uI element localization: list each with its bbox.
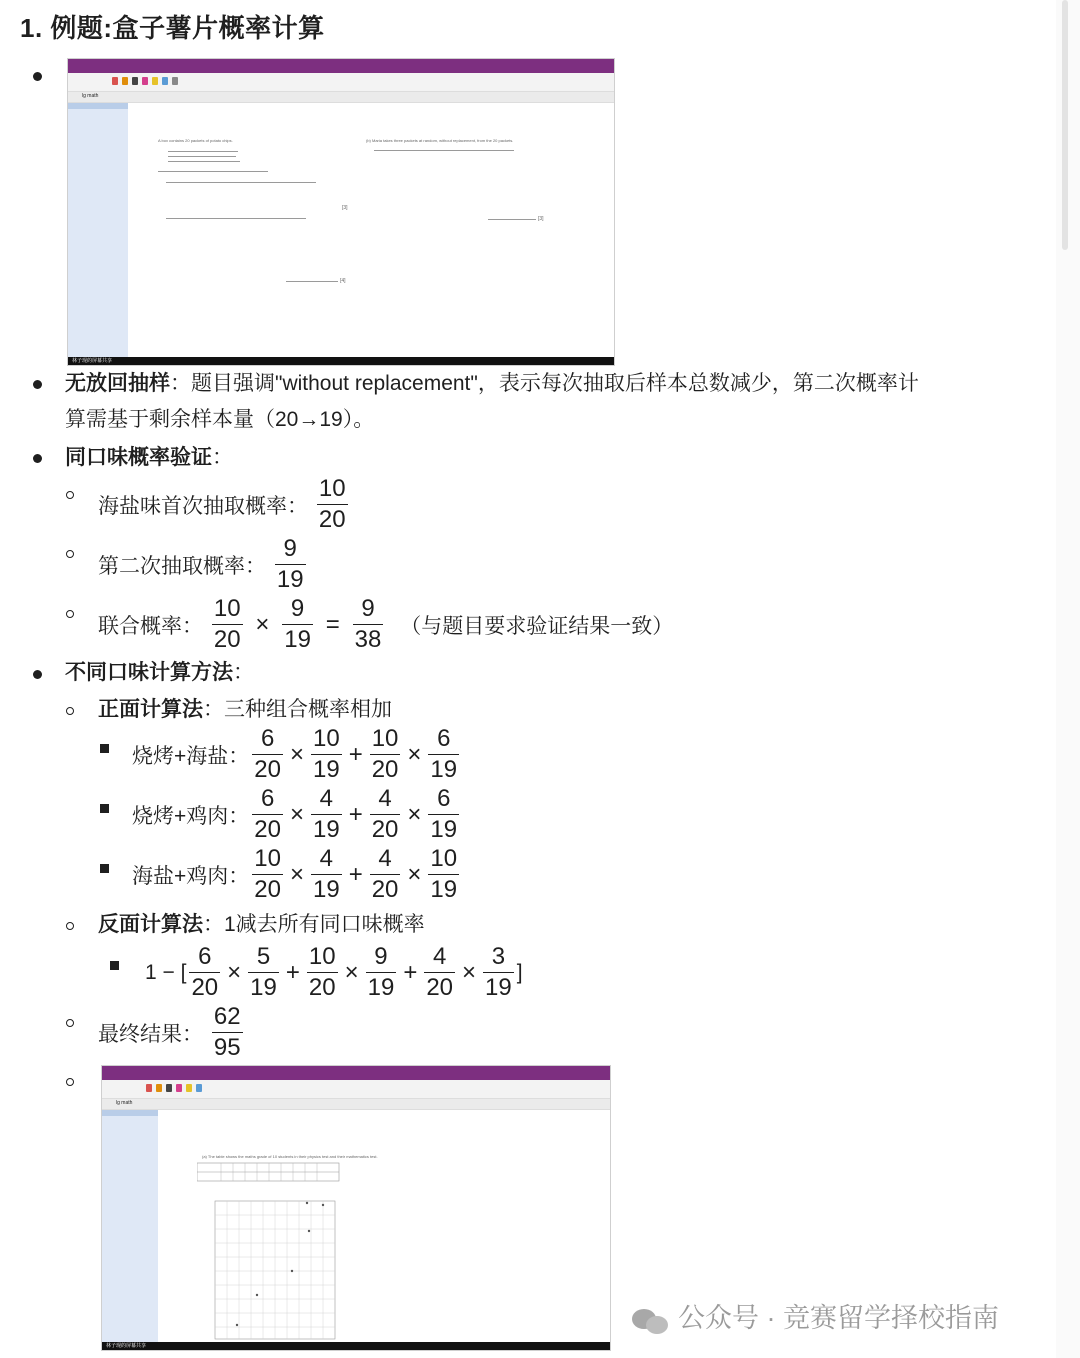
first-draw-probability [98,474,351,535]
watermark [632,1296,999,1335]
screenshot-ribbon [68,73,614,92]
complement-suffix: ] [516,960,523,984]
screenshot-titlebar [68,59,614,73]
fraction: $\frac{4}{19}$ [312,785,340,843]
times-sign: × [289,860,304,888]
plus-sign: + [348,800,363,828]
first-draw-label: 海盐味首次抽取概率： [98,494,308,518]
without-replacement-line1 [65,366,919,402]
complement-method-text: ：1减去所有同口味概率 [203,913,425,936]
circle-bullet [66,610,74,618]
screenshot-mark: [3] [538,216,544,222]
second-draw-label: 第二次抽取概率： [98,554,266,578]
complement-formula [145,942,523,1003]
fraction: $\frac{6}{19}$ [430,725,458,783]
fraction: $\frac{6}{20}$ [254,725,281,783]
screenshot-scatter-graph [197,1161,447,1347]
fraction: $\frac{10}{19}$ [430,845,458,903]
screenshot-question-text: A box contains 20 packets of potato chips. [158,138,233,143]
joint-probability [98,594,673,655]
screenshot-tabbar [102,1099,610,1110]
diff-flavor-label: 不同口味计算方法 [65,661,233,684]
square-bullet [100,864,109,873]
combination-row [132,724,462,785]
bullet-dot [33,454,42,463]
fraction: $\frac{9}{38}$ [354,595,382,653]
same-flavor-label: 同口味概率验证 [65,446,212,469]
fraction: $\frac{10}{19}$ [312,725,340,783]
colon: ： [212,446,233,469]
circle-bullet [66,550,74,558]
without-replacement-label: 无放回抽样 [65,372,170,395]
final-result-label: 最终结果： [98,1022,203,1046]
colon: ： [233,661,254,684]
fraction: $\frac{3}{19}$ [485,943,512,1001]
page-title: 1. 例题:盒子薯片概率计算 [20,13,325,43]
times-sign: × [344,958,359,986]
joint-label: 联合概率： [98,614,203,638]
screenshot-ribbon [102,1080,610,1099]
square-bullet [110,961,119,970]
screenshot-mark: [3] [342,205,348,211]
times-sign: × [407,800,422,828]
screenshot-footer: 林子现的屏幕共享 [102,1342,610,1350]
bullet-dot [33,670,42,679]
times-sign: × [407,740,422,768]
fraction: $\frac{9}{19}$ [367,943,395,1001]
final-result [98,1002,246,1063]
complement-prefix: 1 − [ [145,960,187,984]
plus-sign: + [348,740,363,768]
fraction: $\frac{4}{20}$ [426,943,454,1001]
times-sign: × [255,610,270,638]
fraction: $\frac{6}{19}$ [430,785,458,843]
circle-bullet [66,1019,74,1027]
fraction: $\frac{6}{20}$ [254,785,281,843]
combination-row [132,844,462,905]
joint-note: （与题目要求验证结果一致） [400,614,674,638]
bullet-dot [33,380,42,389]
second-draw-probability [98,534,309,595]
fraction: $\frac{10}{20}$ [254,845,281,903]
fraction: $\frac{62}{95}$ [213,1003,241,1061]
screenshot-notebook-name: lg math [82,93,99,99]
plus-sign: + [285,958,300,986]
wechat-icon [632,1305,670,1335]
times-sign: × [227,958,242,986]
circle-bullet [66,707,74,715]
same-flavor-heading [65,440,233,476]
combination-label: 海盐+鸡肉： [132,864,250,888]
combination-row [132,784,462,845]
fraction: $\frac{10}{20}$ [371,725,399,783]
combination-label: 烧烤+鸡肉： [132,804,250,828]
combination-label: 烧烤+海盐： [132,744,250,768]
scroll-track[interactable] [1056,0,1080,1358]
circle-bullet [66,922,74,930]
screenshot-sidebar [68,103,128,357]
direct-method-text: ：三种组合概率相加 [203,698,392,721]
fraction: $\frac{4}{20}$ [371,785,399,843]
without-replacement-line2: 算需基于剩余样本量（20→19）。 [65,408,375,431]
complement-method-label: 反面计算法 [98,913,203,936]
diff-flavor-heading [65,655,254,691]
screenshot-footer: 林子现的屏幕共享 [68,357,614,365]
fraction: $\frac{4}{20}$ [371,845,399,903]
direct-method-label: 正面计算法 [98,698,203,721]
screenshot-mark: [4] [340,278,346,284]
screenshot-notebook-name: lg math [116,1100,133,1106]
direct-method-heading [98,692,392,728]
times-sign: × [462,958,477,986]
watermark-text: 公众号 · 竞赛留学择校指南 [678,1303,999,1333]
times-sign: × [407,860,422,888]
screenshot-question-text: (a) The table shows the maths grade of 10 students in their physics test and their mathematics test. [202,1154,378,1159]
square-bullet [100,744,109,753]
fraction: $\frac{6}{20}$ [191,943,219,1001]
onenote-screenshot-2 [101,1065,611,1351]
fraction: $\frac{9}{19}$ [284,595,311,653]
complement-method-heading [98,907,425,943]
circle-bullet [66,1078,74,1086]
fraction: $\frac{4}{19}$ [312,845,340,903]
fraction: $\frac{5}{19}$ [250,943,277,1001]
screenshot-sidebar [102,1110,158,1342]
fraction: $\frac{10}{20}$ [308,943,336,1001]
times-sign: × [289,740,304,768]
times-sign: × [289,800,304,828]
fraction: $\frac{9}{19}$ [276,535,304,593]
fraction: $\frac{10}{20}$ [213,595,241,653]
screenshot-tabbar [68,92,614,103]
without-replacement-text: ：题目强调"without replacement"，表示每次抽取后样本总数减少，第二次概率计 [170,372,919,395]
circle-bullet [66,491,74,499]
square-bullet [100,804,109,813]
onenote-screenshot-1 [67,58,615,366]
screenshot-question-b: (b) Maria takes three packets at random, without replacement, from the 20 packets. [366,138,514,143]
scrollbar-thumb[interactable] [1062,0,1068,250]
fraction: $\frac{10}{20}$ [318,475,346,533]
plus-sign: + [403,958,418,986]
screenshot-titlebar [102,1066,610,1080]
bullet-dot [33,72,42,81]
equals-sign: = [325,610,340,638]
plus-sign: + [348,860,363,888]
